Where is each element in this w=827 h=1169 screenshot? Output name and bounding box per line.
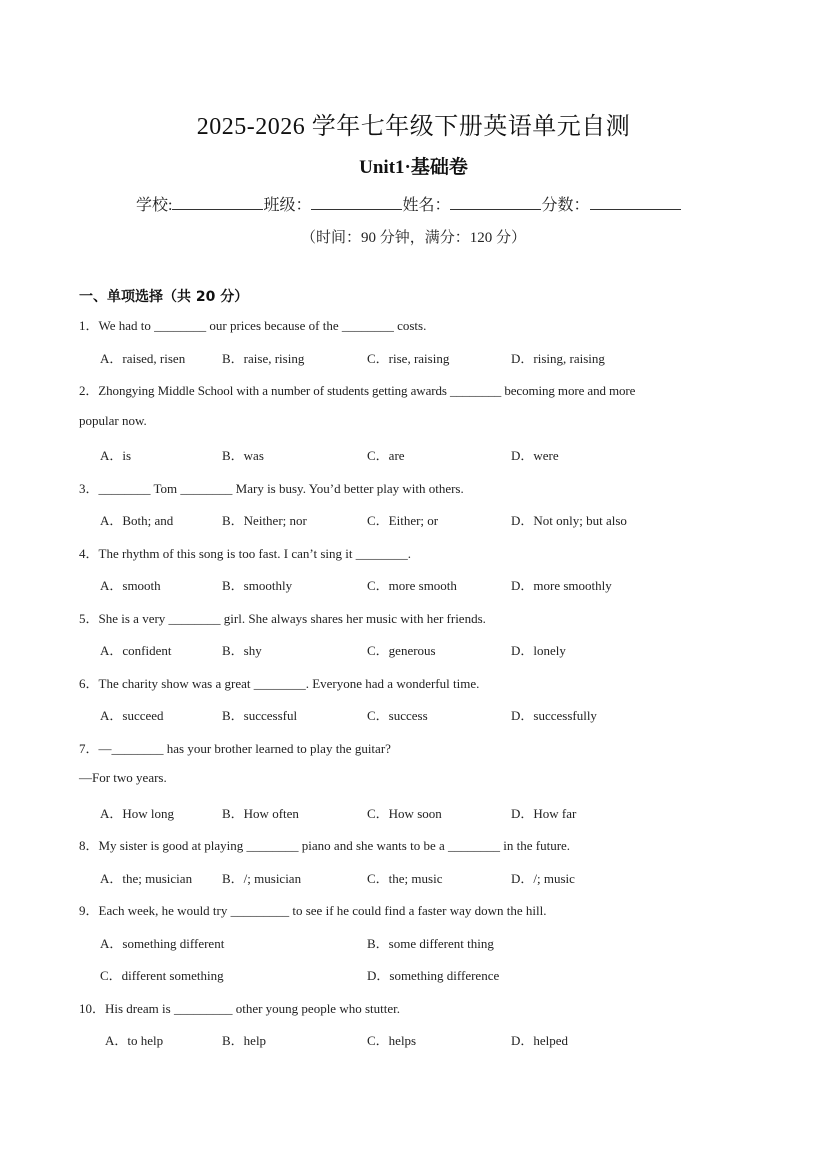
- school-blank: [172, 195, 263, 210]
- name-blank: [450, 195, 541, 210]
- q1-option-d: D．rising, raising: [511, 351, 605, 366]
- q4-option-a: A．smooth: [100, 578, 161, 593]
- q6-option-d: D．successfully: [511, 708, 597, 723]
- question-2-stem-cont: popular now.: [79, 413, 147, 428]
- class-label: 班级：: [263, 197, 312, 214]
- q8-option-c: C．the; music: [367, 871, 443, 886]
- page-title: 2025-2026 学年七年级下册英语单元自测: [196, 114, 631, 140]
- question-3-stem: 3．________ Tom ________ Mary is busy. You’d better play with others.: [79, 481, 464, 496]
- school-label: 学校:: [136, 197, 173, 214]
- q1-option-b: B．raise, rising: [222, 351, 305, 366]
- q3-option-d: D．Not only; but also: [511, 513, 627, 528]
- q2-option-b: B．was: [222, 448, 264, 463]
- q9-option-d: D．something difference: [367, 968, 500, 983]
- page-subtitle: Unit1·基础卷: [359, 157, 468, 178]
- q2-option-a: A．is: [100, 448, 132, 463]
- q8-option-d: D．/; music: [511, 871, 575, 886]
- q7-option-c: C．How soon: [367, 806, 442, 821]
- q1-option-c: C．rise, raising: [367, 351, 450, 366]
- q10-option-a: A．to help: [105, 1033, 164, 1048]
- q6-option-c: C．success: [367, 708, 428, 723]
- q10-option-c: C．helps: [367, 1033, 417, 1048]
- q3-option-c: C．Either; or: [367, 513, 439, 528]
- q9-option-a: A．something different: [100, 936, 225, 951]
- q2-option-c: C．are: [367, 448, 405, 463]
- question-8-stem: 8．My sister is good at playing ________ piano and she wants to be a ________ in the future.: [79, 838, 571, 853]
- q4-option-b: B．smoothly: [222, 578, 293, 593]
- score-label: 分数：: [541, 197, 590, 214]
- q8-option-a: A．the; musician: [100, 871, 193, 886]
- q9-option-b: B．some different thing: [367, 936, 494, 951]
- q4-option-c: C．more smooth: [367, 578, 457, 593]
- q5-option-d: D．lonely: [511, 643, 566, 658]
- question-1-stem: 1．We had to ________ our prices because of the ________ costs.: [79, 318, 427, 333]
- question-4-stem: 4．The rhythm of this song is too fast. I can’t sing it ________.: [79, 546, 411, 561]
- q7-option-b: B．How often: [222, 806, 299, 821]
- q5-option-b: B．shy: [222, 643, 262, 658]
- q5-option-c: C．generous: [367, 643, 436, 658]
- question-5-stem: 5．She is a very ________ girl. She always shares her music with her friends.: [79, 611, 486, 626]
- q10-option-d: D．helped: [511, 1033, 569, 1048]
- q8-option-b: B．/; musician: [222, 871, 302, 886]
- question-9-stem: 9．Each week, he would try _________ to see if he could find a faster way down the hill.: [79, 903, 547, 918]
- section-title: 一、单项选择（共 20 分）: [79, 289, 249, 305]
- question-10-stem: 10．His dream is _________ other young people who stutter.: [79, 1001, 400, 1016]
- q3-option-b: B．Neither; nor: [222, 513, 307, 528]
- q3-option-a: A．Both; and: [100, 513, 174, 528]
- question-6-stem: 6．The charity show was a great ________. Everyone had a wonderful time.: [79, 676, 480, 691]
- question-7-stem-cont: —For two years.: [79, 770, 167, 785]
- name-label: 姓名：: [402, 197, 451, 214]
- student-info-line: [136, 192, 681, 215]
- q10-option-b: B．help: [222, 1033, 267, 1048]
- q1-option-a: A．raised, risen: [100, 351, 186, 366]
- question-2-stem: 2．Zhongying Middle School with a number of students getting awards ________ becoming more and more: [79, 383, 636, 398]
- q7-option-d: D．How far: [511, 806, 577, 821]
- q2-option-d: D．were: [511, 448, 559, 463]
- time-info: （时间：90 分钟，满分：120 分）: [300, 230, 526, 246]
- q4-option-d: D．more smoothly: [511, 578, 612, 593]
- q9-option-c: C．different something: [100, 968, 224, 983]
- q6-option-b: B．successful: [222, 708, 298, 723]
- class-blank: [311, 195, 402, 210]
- q6-option-a: A．succeed: [100, 708, 164, 723]
- score-blank: [590, 195, 681, 210]
- q5-option-a: A．confident: [100, 643, 172, 658]
- q7-option-a: A．How long: [100, 806, 175, 821]
- question-7-stem: 7．—________ has your brother learned to play the guitar?: [79, 741, 391, 756]
